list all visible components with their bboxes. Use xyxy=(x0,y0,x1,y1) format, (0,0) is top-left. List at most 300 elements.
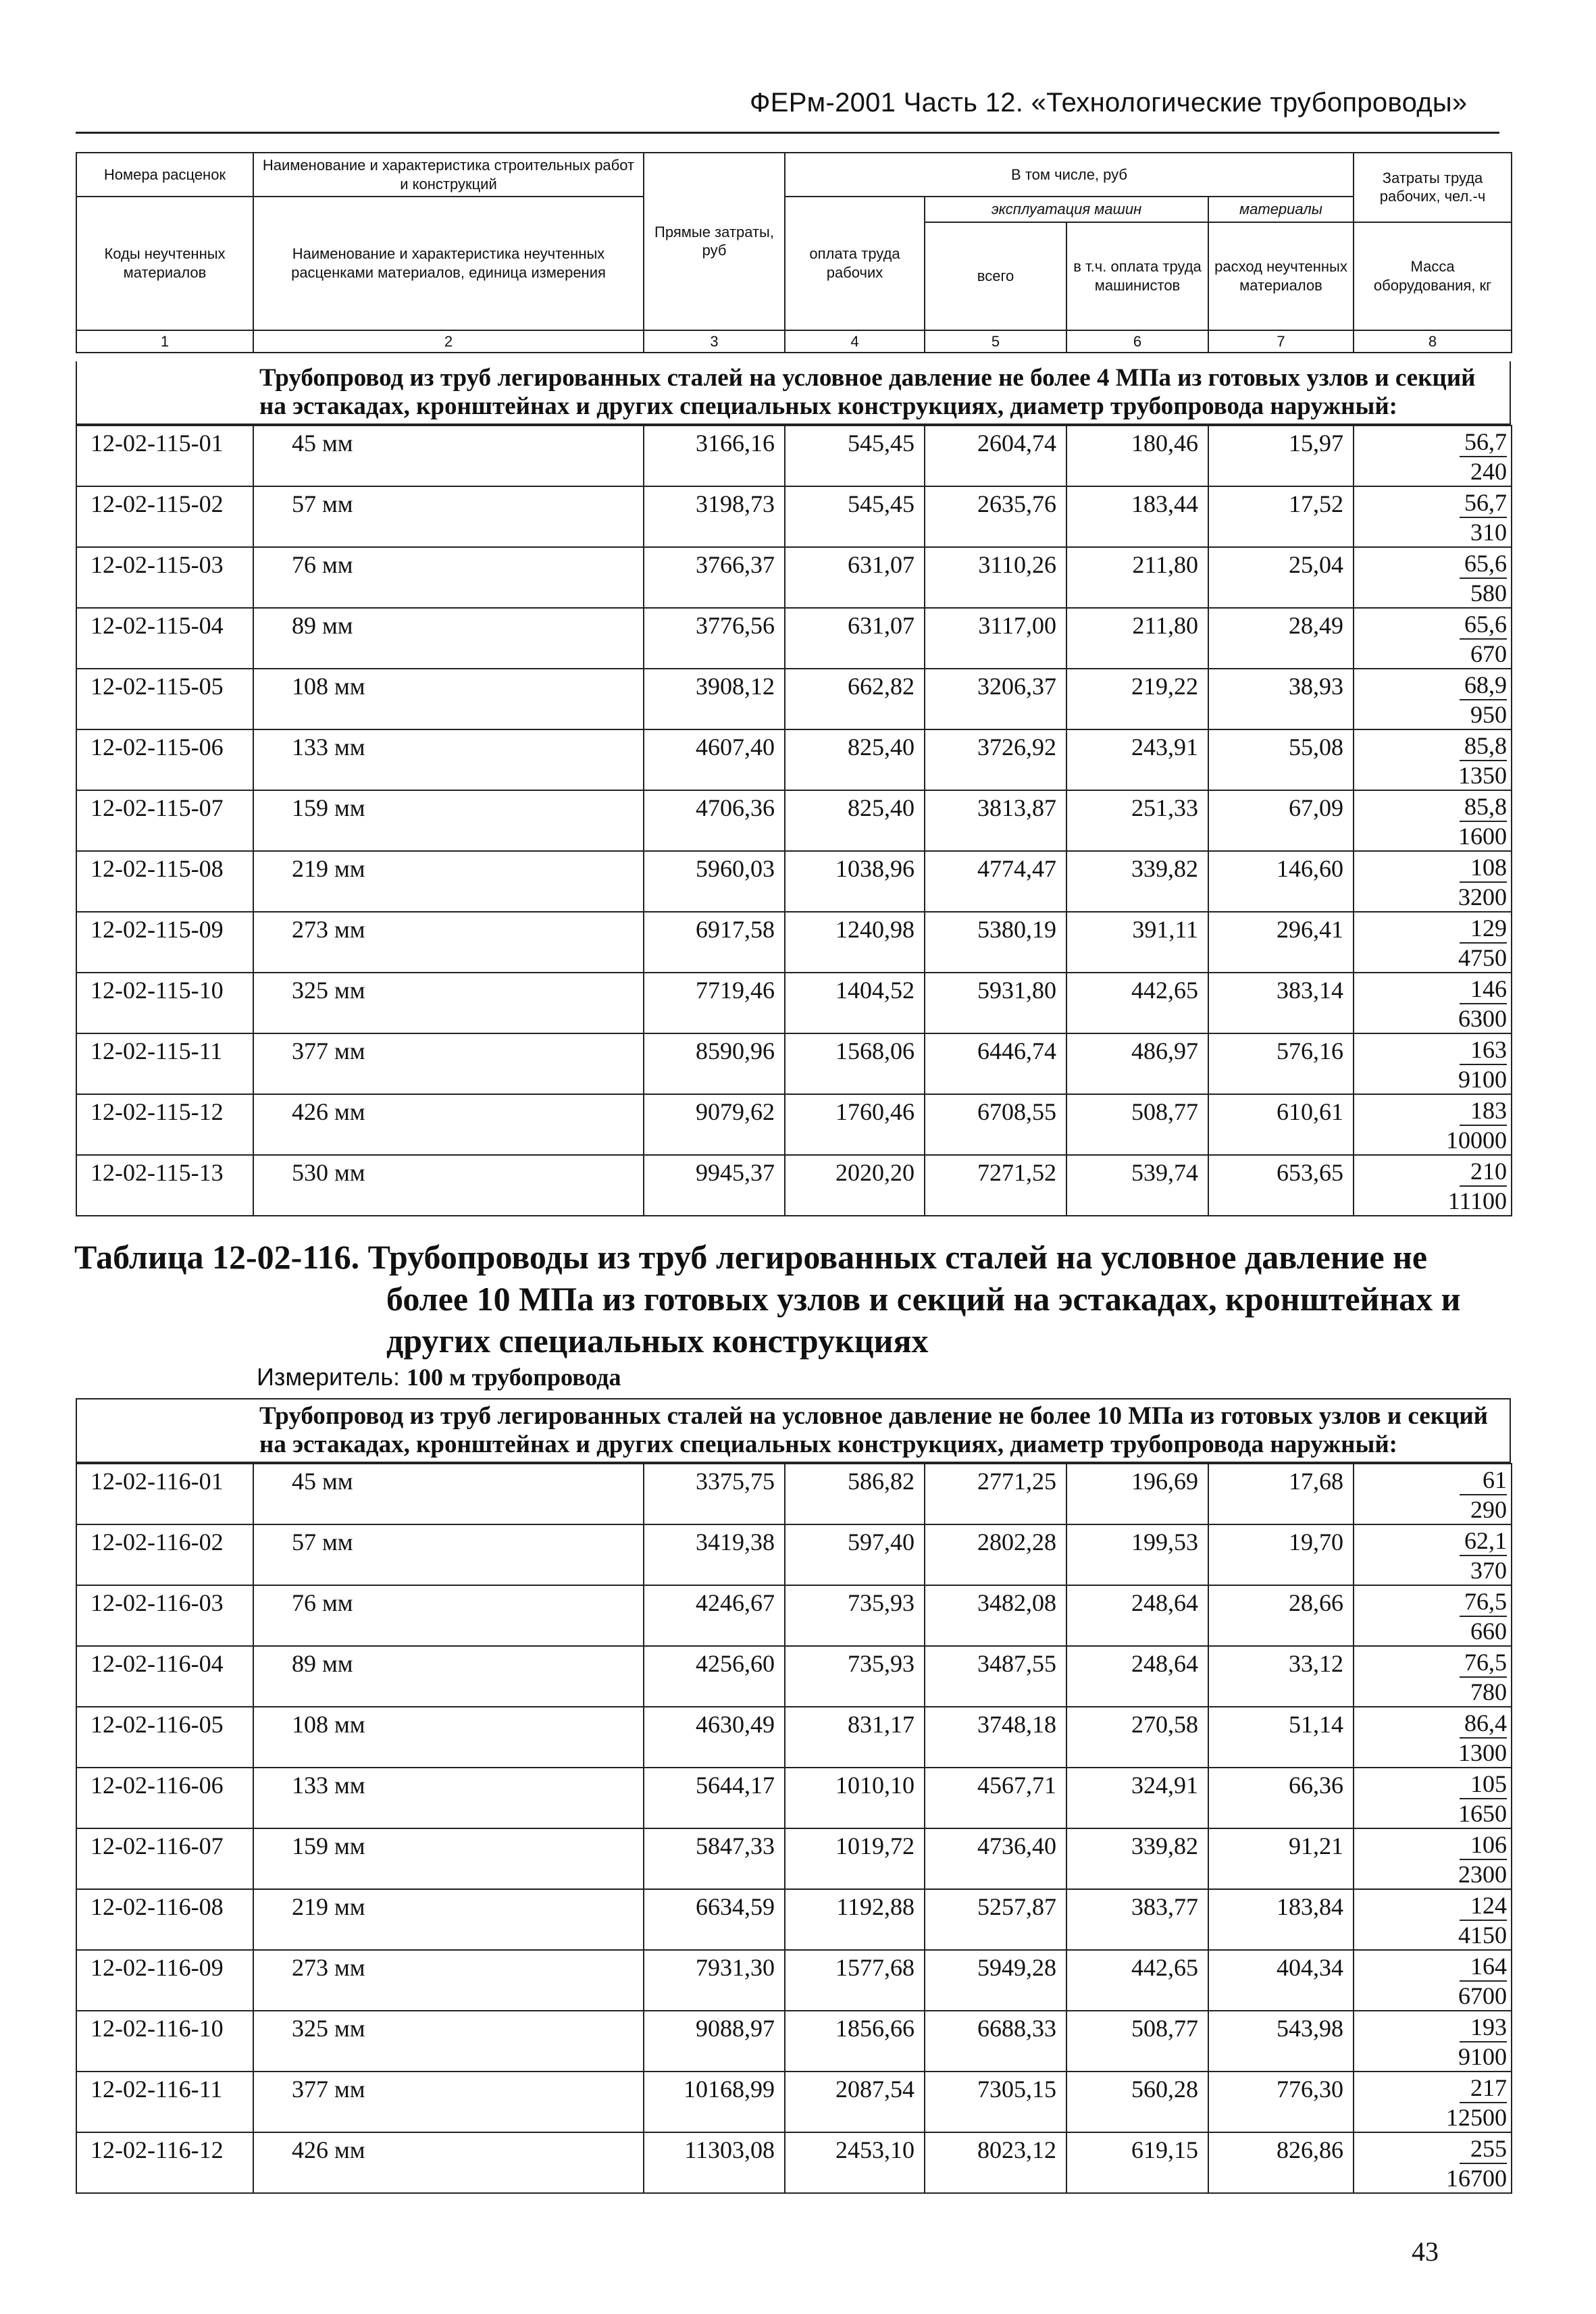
machines-total: 6688,33 xyxy=(925,2011,1066,2072)
rate-code: 12-02-116-01 xyxy=(76,1464,253,1524)
direct-costs: 5960,03 xyxy=(644,851,785,912)
direct-costs: 4630,49 xyxy=(644,1707,785,1768)
machines-total: 2802,28 xyxy=(925,1524,1066,1585)
labor-and-mass-cell xyxy=(1354,729,1512,790)
table-title-cont: более 10 МПа из готовых узлов и секций на эстакадах, кронштейнах и других специальных конструкциях xyxy=(386,1280,1461,1360)
rate-code: 12-02-115-13 xyxy=(76,1155,253,1216)
machines-operator-pay: 270,58 xyxy=(1066,1707,1208,1768)
machines-total: 7271,52 xyxy=(925,1155,1066,1216)
table-row xyxy=(76,2132,1512,2193)
rate-code: 12-02-116-11 xyxy=(76,2072,253,2132)
machines-operator-pay: 196,69 xyxy=(1066,1464,1208,1524)
labor-hours: 65,6 xyxy=(1460,610,1507,640)
equipment-mass: 1650 xyxy=(1458,1800,1507,1827)
rate-code: 12-02-115-07 xyxy=(76,790,253,851)
machines-operator-pay: 619,15 xyxy=(1066,2132,1208,2193)
pipe-diameter: 159 мм xyxy=(253,1828,644,1889)
rate-code: 12-02-116-10 xyxy=(76,2011,253,2072)
labor-pay: 825,40 xyxy=(785,729,925,790)
labor-pay: 597,40 xyxy=(785,1524,925,1585)
equipment-mass: 370 xyxy=(1470,1557,1507,1584)
direct-costs: 4246,67 xyxy=(644,1585,785,1646)
labor-and-mass-cell xyxy=(1354,790,1512,851)
pipe-diameter: 325 мм xyxy=(253,2011,644,2072)
table-row xyxy=(76,2072,1512,2132)
machines-total: 2604,74 xyxy=(925,426,1066,486)
rate-code: 12-02-116-04 xyxy=(76,1646,253,1707)
direct-costs: 4607,40 xyxy=(644,729,785,790)
labor-pay: 545,45 xyxy=(785,486,925,547)
pipe-diameter: 89 мм xyxy=(253,608,644,669)
labor-and-mass-cell xyxy=(1354,912,1512,973)
rate-code: 12-02-115-10 xyxy=(76,973,253,1033)
labor-and-mass-cell xyxy=(1354,1094,1512,1155)
labor-pay: 1568,06 xyxy=(785,1033,925,1094)
materials-cost: 576,16 xyxy=(1208,1033,1354,1094)
equipment-mass: 2300 xyxy=(1458,1861,1507,1888)
labor-and-mass-cell xyxy=(1354,1585,1512,1646)
column-number: 1 xyxy=(76,330,253,353)
pipe-diameter: 159 мм xyxy=(253,790,644,851)
table-row xyxy=(76,426,1512,486)
labor-hours: 61 xyxy=(1460,1466,1507,1495)
labor-hours: 76,5 xyxy=(1460,1648,1507,1678)
machines-total: 2771,25 xyxy=(925,1464,1066,1524)
materials-cost: 610,61 xyxy=(1208,1094,1354,1155)
materials-cost: 776,30 xyxy=(1208,2072,1354,2132)
table-row xyxy=(76,486,1512,547)
equipment-mass: 10000 xyxy=(1446,1127,1507,1154)
labor-pay: 586,82 xyxy=(785,1464,925,1524)
header-labor-pay: оплата труда рабочих xyxy=(785,197,925,330)
machines-operator-pay: 211,80 xyxy=(1066,608,1208,669)
materials-cost: 66,36 xyxy=(1208,1768,1354,1828)
rate-code: 12-02-116-07 xyxy=(76,1828,253,1889)
equipment-mass: 12500 xyxy=(1446,2104,1507,2131)
machines-total: 3482,08 xyxy=(925,1585,1066,1646)
machines-operator-pay: 486,97 xyxy=(1066,1033,1208,1094)
machines-operator-pay: 211,80 xyxy=(1066,547,1208,608)
pipe-diameter: 57 мм xyxy=(253,1524,644,1585)
pipe-diameter: 45 мм xyxy=(253,426,644,486)
table-row xyxy=(76,1646,1512,1707)
labor-and-mass-cell xyxy=(1354,2011,1512,2072)
materials-cost: 543,98 xyxy=(1208,2011,1354,2072)
materials-cost: 28,66 xyxy=(1208,1585,1354,1646)
direct-costs: 4256,60 xyxy=(644,1646,785,1707)
labor-pay: 631,07 xyxy=(785,608,925,669)
machines-total: 3487,55 xyxy=(925,1646,1066,1707)
machines-operator-pay: 339,82 xyxy=(1066,851,1208,912)
materials-cost: 404,34 xyxy=(1208,1950,1354,2011)
labor-hours: 163 xyxy=(1460,1035,1507,1065)
table-row xyxy=(76,851,1512,912)
pipe-diameter: 273 мм xyxy=(253,1950,644,2011)
column-header-table xyxy=(76,152,1512,353)
labor-and-mass-cell xyxy=(1354,608,1512,669)
column-number: 3 xyxy=(644,330,785,353)
measure-unit xyxy=(257,1363,621,1391)
equipment-mass: 1300 xyxy=(1458,1739,1507,1766)
column-number: 2 xyxy=(253,330,644,353)
machines-operator-pay: 339,82 xyxy=(1066,1828,1208,1889)
machines-total: 7305,15 xyxy=(925,2072,1066,2132)
labor-hours: 105 xyxy=(1460,1770,1507,1799)
direct-costs: 3375,75 xyxy=(644,1464,785,1524)
machines-total: 2635,76 xyxy=(925,486,1066,547)
pipe-diameter: 108 мм xyxy=(253,1707,644,1768)
table-row xyxy=(76,1524,1512,1585)
rate-code: 12-02-116-02 xyxy=(76,1524,253,1585)
materials-cost: 296,41 xyxy=(1208,912,1354,973)
labor-pay: 1760,46 xyxy=(785,1094,925,1155)
rate-code: 12-02-115-12 xyxy=(76,1094,253,1155)
table-row xyxy=(76,1828,1512,1889)
labor-hours: 106 xyxy=(1460,1830,1507,1860)
equipment-mass: 950 xyxy=(1470,701,1507,728)
equipment-mass: 9100 xyxy=(1458,2043,1507,2070)
labor-hours: 56,7 xyxy=(1460,488,1507,518)
table-row xyxy=(76,1094,1512,1155)
labor-and-mass-cell xyxy=(1354,1524,1512,1585)
rate-code: 12-02-116-06 xyxy=(76,1768,253,1828)
machines-operator-pay: 199,53 xyxy=(1066,1524,1208,1585)
header-machines-total: всего xyxy=(925,222,1066,330)
labor-pay: 735,93 xyxy=(785,1585,925,1646)
labor-and-mass-cell xyxy=(1354,1464,1512,1524)
equipment-mass: 11100 xyxy=(1447,1187,1507,1214)
labor-pay: 1010,10 xyxy=(785,1768,925,1828)
materials-cost: 653,65 xyxy=(1208,1155,1354,1216)
labor-and-mass-cell xyxy=(1354,1646,1512,1707)
column-number: 5 xyxy=(925,330,1066,353)
header-names-bottom: Наименование и характеристика неучтенных расценками материалов, единица измерения xyxy=(253,197,644,330)
labor-and-mass-cell xyxy=(1354,2132,1512,2193)
pipe-diameter: 377 мм xyxy=(253,2072,644,2132)
labor-and-mass-cell xyxy=(1354,851,1512,912)
direct-costs: 8590,96 xyxy=(644,1033,785,1094)
labor-hours: 193 xyxy=(1460,2013,1507,2042)
direct-costs: 3776,56 xyxy=(644,608,785,669)
direct-costs: 3908,12 xyxy=(644,669,785,729)
direct-costs: 9079,62 xyxy=(644,1094,785,1155)
machines-operator-pay: 508,77 xyxy=(1066,1094,1208,1155)
header-direct-costs: Прямые затраты, руб xyxy=(644,153,785,330)
rate-code: 12-02-116-08 xyxy=(76,1889,253,1950)
table-row xyxy=(76,1155,1512,1216)
column-number: 7 xyxy=(1208,330,1354,353)
direct-costs: 9088,97 xyxy=(644,2011,785,2072)
labor-and-mass-cell xyxy=(1354,669,1512,729)
labor-pay: 1019,72 xyxy=(785,1828,925,1889)
machines-total: 3110,26 xyxy=(925,547,1066,608)
labor-and-mass-cell xyxy=(1354,426,1512,486)
pipe-diameter: 57 мм xyxy=(253,486,644,547)
section-title: Трубопровод из труб легированных сталей на условное давление не более 10 МПа из готовых узлов и секций на эстакадах, кронштейнах и других специальных конструкциях, диаметр трубопровода наружный: xyxy=(76,1398,1511,1463)
labor-hours: 85,8 xyxy=(1460,731,1507,761)
labor-pay: 2020,20 xyxy=(785,1155,925,1216)
column-number: 6 xyxy=(1066,330,1208,353)
equipment-mass: 1350 xyxy=(1458,762,1507,789)
pipe-diameter: 76 мм xyxy=(253,1585,644,1646)
pipe-diameter: 530 мм xyxy=(253,1155,644,1216)
direct-costs: 3766,37 xyxy=(644,547,785,608)
equipment-mass: 1600 xyxy=(1458,823,1507,850)
page-number: 43 xyxy=(1412,2236,1439,2267)
rate-code: 12-02-115-02 xyxy=(76,486,253,547)
labor-hours: 255 xyxy=(1460,2134,1507,2164)
labor-hours: 56,7 xyxy=(1460,428,1507,457)
rate-code: 12-02-115-01 xyxy=(76,426,253,486)
equipment-mass: 240 xyxy=(1470,458,1507,485)
machines-operator-pay: 248,64 xyxy=(1066,1646,1208,1707)
table-row xyxy=(76,912,1512,973)
pipe-diameter: 76 мм xyxy=(253,547,644,608)
materials-cost: 67,09 xyxy=(1208,790,1354,851)
labor-hours: 65,6 xyxy=(1460,549,1507,579)
labor-and-mass-cell xyxy=(1354,486,1512,547)
machines-total: 3748,18 xyxy=(925,1707,1066,1768)
rate-code: 12-02-116-12 xyxy=(76,2132,253,2193)
table-row xyxy=(76,608,1512,669)
materials-cost: 38,93 xyxy=(1208,669,1354,729)
rate-code: 12-02-115-08 xyxy=(76,851,253,912)
equipment-mass: 9100 xyxy=(1458,1066,1507,1093)
table-title-lead: Таблица 12-02-116. Трубопроводы из труб легированных сталей на условное давление не xyxy=(74,1238,1428,1276)
column-number: 8 xyxy=(1354,330,1512,353)
direct-costs: 3419,38 xyxy=(644,1524,785,1585)
rate-code: 12-02-116-03 xyxy=(76,1585,253,1646)
labor-and-mass-cell xyxy=(1354,973,1512,1033)
direct-costs: 3166,16 xyxy=(644,426,785,486)
machines-total: 3117,00 xyxy=(925,608,1066,669)
direct-costs: 11303,08 xyxy=(644,2132,785,2193)
labor-hours: 124 xyxy=(1460,1891,1507,1921)
labor-pay: 735,93 xyxy=(785,1646,925,1707)
table-row xyxy=(76,790,1512,851)
direct-costs: 5644,17 xyxy=(644,1768,785,1828)
equipment-mass: 6300 xyxy=(1458,1005,1507,1032)
equipment-mass: 16700 xyxy=(1446,2165,1507,2192)
header-codes-top: Номера расценок xyxy=(76,153,253,197)
machines-operator-pay: 442,65 xyxy=(1066,973,1208,1033)
labor-pay: 1038,96 xyxy=(785,851,925,912)
machines-operator-pay: 180,46 xyxy=(1066,426,1208,486)
equipment-mass: 660 xyxy=(1470,1618,1507,1645)
machines-total: 8023,12 xyxy=(925,2132,1066,2193)
materials-cost: 28,49 xyxy=(1208,608,1354,669)
header-materials-sub: расход неучтенных материалов xyxy=(1208,222,1354,330)
labor-pay: 631,07 xyxy=(785,547,925,608)
direct-costs: 10168,99 xyxy=(644,2072,785,2132)
pipe-diameter: 325 мм xyxy=(253,973,644,1033)
labor-pay: 1192,88 xyxy=(785,1889,925,1950)
equipment-mass: 4150 xyxy=(1458,1922,1507,1949)
machines-operator-pay: 442,65 xyxy=(1066,1950,1208,2011)
labor-pay: 662,82 xyxy=(785,669,925,729)
header-codes-bottom: Коды неучтенных материалов xyxy=(76,197,253,330)
machines-total: 5949,28 xyxy=(925,1950,1066,2011)
equipment-mass: 290 xyxy=(1470,1496,1507,1523)
pipe-diameter: 426 мм xyxy=(253,2132,644,2193)
direct-costs: 7931,30 xyxy=(644,1950,785,2011)
labor-and-mass-cell xyxy=(1354,2072,1512,2132)
labor-hours: 210 xyxy=(1460,1157,1507,1187)
header-labor-costs: Затраты труда рабочих, чел.-ч xyxy=(1354,153,1512,222)
header-names-top: Наименование и характеристика строительных работ и конструкций xyxy=(253,153,644,197)
rate-code: 12-02-115-03 xyxy=(76,547,253,608)
labor-pay: 1577,68 xyxy=(785,1950,925,2011)
machines-operator-pay: 324,91 xyxy=(1066,1768,1208,1828)
machines-operator-pay: 219,22 xyxy=(1066,669,1208,729)
equipment-mass: 3200 xyxy=(1458,883,1507,910)
labor-pay: 831,17 xyxy=(785,1707,925,1768)
direct-costs: 3198,73 xyxy=(644,486,785,547)
labor-hours: 86,4 xyxy=(1460,1709,1507,1739)
labor-hours: 146 xyxy=(1460,975,1507,1004)
labor-and-mass-cell xyxy=(1354,1033,1512,1094)
machines-operator-pay: 508,77 xyxy=(1066,2011,1208,2072)
rate-code: 12-02-115-06 xyxy=(76,729,253,790)
labor-hours: 108 xyxy=(1460,853,1507,883)
table-body xyxy=(76,1464,1512,2193)
pipe-diameter: 426 мм xyxy=(253,1094,644,1155)
header-machines-group: эксплуатация машин xyxy=(925,197,1208,222)
section-115 xyxy=(76,361,1511,1216)
labor-pay: 1856,66 xyxy=(785,2011,925,2072)
labor-hours: 62,1 xyxy=(1460,1526,1507,1556)
materials-cost: 146,60 xyxy=(1208,851,1354,912)
table-row xyxy=(76,669,1512,729)
pipe-diameter: 108 мм xyxy=(253,669,644,729)
table-row xyxy=(76,1768,1512,1828)
materials-cost: 19,70 xyxy=(1208,1524,1354,1585)
materials-cost: 15,97 xyxy=(1208,426,1354,486)
machines-total: 3726,92 xyxy=(925,729,1066,790)
materials-cost: 183,84 xyxy=(1208,1889,1354,1950)
pipe-diameter: 377 мм xyxy=(253,1033,644,1094)
header-rule xyxy=(76,132,1499,134)
labor-hours: 85,8 xyxy=(1460,792,1507,822)
table-row xyxy=(76,1033,1512,1094)
table-row xyxy=(76,1464,1512,1524)
table-row xyxy=(76,1707,1512,1768)
labor-pay: 2453,10 xyxy=(785,2132,925,2193)
table-body xyxy=(76,426,1512,1216)
table-row xyxy=(76,1585,1512,1646)
labor-hours: 164 xyxy=(1460,1952,1507,1982)
machines-operator-pay: 383,77 xyxy=(1066,1889,1208,1950)
rate-code: 12-02-116-09 xyxy=(76,1950,253,2011)
machines-operator-pay: 560,28 xyxy=(1066,2072,1208,2132)
machines-operator-pay: 251,33 xyxy=(1066,790,1208,851)
equipment-mass: 580 xyxy=(1470,580,1507,607)
labor-pay: 1404,52 xyxy=(785,973,925,1033)
rate-code: 12-02-115-09 xyxy=(76,912,253,973)
column-number: 4 xyxy=(785,330,925,353)
equipment-mass: 6700 xyxy=(1458,1982,1507,2009)
rates-table-116 xyxy=(76,1463,1512,2194)
labor-pay: 1240,98 xyxy=(785,912,925,973)
materials-cost: 17,68 xyxy=(1208,1464,1354,1524)
machines-operator-pay: 248,64 xyxy=(1066,1585,1208,1646)
table-row xyxy=(76,547,1512,608)
rate-code: 12-02-115-11 xyxy=(76,1033,253,1094)
section-title: Трубопровод из труб легированных сталей на условное давление не более 4 МПа из готовых узлов и секций на эстакадах, кронштейнах и других специальных конструкциях, диаметр трубопровода наружный: xyxy=(76,361,1511,425)
labor-and-mass-cell xyxy=(1354,1828,1512,1889)
header-materials-group: материалы xyxy=(1208,197,1354,222)
table-row xyxy=(76,1889,1512,1950)
table-title xyxy=(74,1236,1513,1362)
labor-hours: 68,9 xyxy=(1460,671,1507,700)
header-equipment-mass: Масса оборудования, кг xyxy=(1354,222,1512,330)
equipment-mass: 310 xyxy=(1470,519,1507,546)
direct-costs: 9945,37 xyxy=(644,1155,785,1216)
labor-and-mass-cell xyxy=(1354,1950,1512,2011)
pipe-diameter: 133 мм xyxy=(253,729,644,790)
table-row xyxy=(76,2011,1512,2072)
pipe-diameter: 273 мм xyxy=(253,912,644,973)
machines-total: 5257,87 xyxy=(925,1889,1066,1950)
labor-hours: 183 xyxy=(1460,1096,1507,1126)
rate-code: 12-02-116-05 xyxy=(76,1707,253,1768)
table-row xyxy=(76,729,1512,790)
labor-and-mass-cell xyxy=(1354,1889,1512,1950)
materials-cost: 51,14 xyxy=(1208,1707,1354,1768)
section-116 xyxy=(76,1398,1511,2194)
machines-total: 3813,87 xyxy=(925,790,1066,851)
direct-costs: 6634,59 xyxy=(644,1889,785,1950)
header-machines-incl: в т.ч. оплата труда машинистов xyxy=(1066,222,1208,330)
running-head: ФЕРм-2001 Часть 12. «Технологические трубопроводы» xyxy=(750,88,1468,118)
machines-total: 6446,74 xyxy=(925,1033,1066,1094)
direct-costs: 4706,36 xyxy=(644,790,785,851)
pipe-diameter: 219 мм xyxy=(253,1889,644,1950)
rate-code: 12-02-115-04 xyxy=(76,608,253,669)
machines-operator-pay: 183,44 xyxy=(1066,486,1208,547)
machines-total: 5931,80 xyxy=(925,973,1066,1033)
machines-total: 4567,71 xyxy=(925,1768,1066,1828)
materials-cost: 826,86 xyxy=(1208,2132,1354,2193)
measure-unit-label: Измеритель: xyxy=(257,1363,400,1391)
machines-total: 4736,40 xyxy=(925,1828,1066,1889)
labor-and-mass-cell xyxy=(1354,1768,1512,1828)
machines-operator-pay: 391,11 xyxy=(1066,912,1208,973)
labor-and-mass-cell xyxy=(1354,547,1512,608)
direct-costs: 6917,58 xyxy=(644,912,785,973)
materials-cost: 25,04 xyxy=(1208,547,1354,608)
labor-hours: 76,5 xyxy=(1460,1587,1507,1617)
pipe-diameter: 45 мм xyxy=(253,1464,644,1524)
materials-cost: 383,14 xyxy=(1208,973,1354,1033)
materials-cost: 33,12 xyxy=(1208,1646,1354,1707)
table-row xyxy=(76,1950,1512,2011)
machines-total: 4774,47 xyxy=(925,851,1066,912)
labor-and-mass-cell xyxy=(1354,1707,1512,1768)
labor-hours: 217 xyxy=(1460,2074,1507,2103)
pipe-diameter: 219 мм xyxy=(253,851,644,912)
direct-costs: 5847,33 xyxy=(644,1828,785,1889)
labor-and-mass-cell xyxy=(1354,1155,1512,1216)
direct-costs: 7719,46 xyxy=(644,973,785,1033)
machines-total: 3206,37 xyxy=(925,669,1066,729)
pipe-diameter: 133 мм xyxy=(253,1768,644,1828)
measure-unit-value: 100 м трубопровода xyxy=(406,1364,621,1391)
labor-pay: 825,40 xyxy=(785,790,925,851)
labor-hours: 129 xyxy=(1460,914,1507,944)
machines-total: 5380,19 xyxy=(925,912,1066,973)
labor-pay: 2087,54 xyxy=(785,2072,925,2132)
